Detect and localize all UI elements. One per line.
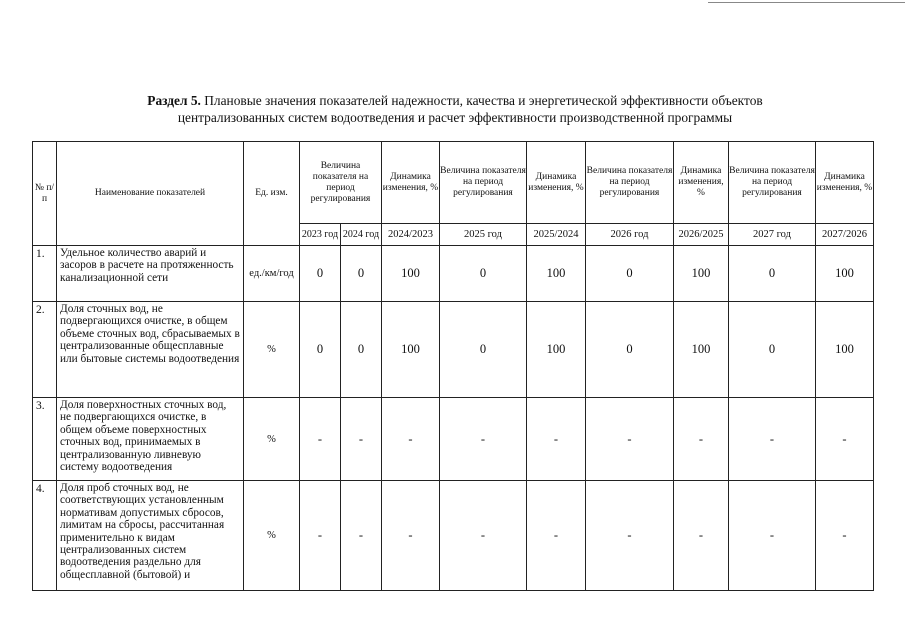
value-cell: - [729, 481, 816, 591]
header-value-2026: Величина показателя на период регулирования [586, 142, 674, 224]
value-cell: 0 [300, 246, 341, 302]
value-cell: - [527, 398, 586, 481]
subheader-2026: 2026 год [586, 224, 674, 246]
heading-line2: централизованных систем водоотведения и расчет эффективности производственной программы [177, 110, 733, 125]
unit-cell: % [244, 302, 300, 398]
table-row [33, 481, 874, 591]
row-number: 2. [33, 302, 57, 398]
indicator-name: Удельное количество аварий и засоров в расчете на протяженность канализационной сети [57, 246, 244, 302]
header-unit: Ед. изм. [244, 142, 300, 246]
value-cell: 0 [440, 246, 527, 302]
indicator-name: Доля проб сточных вод, не соответствующих установленным нормативам допустимых сбросов, лимитам на сбросы, рассчитанная применительно к видам централизованных систем водоотведения раздельно для общесплавной (бытовой) и [57, 481, 244, 591]
value-cell: - [674, 481, 729, 591]
value-cell: - [300, 398, 341, 481]
value-cell: - [586, 398, 674, 481]
value-cell: - [816, 398, 874, 481]
header-dynamics-2024: Динамика изменения, % [382, 142, 440, 224]
value-cell: - [674, 398, 729, 481]
subheader-2025: 2025 год [440, 224, 527, 246]
subheader-2024-2023: 2024/2023 [382, 224, 440, 246]
indicators-table [32, 141, 874, 591]
row-number: 1. [33, 246, 57, 302]
subheader-2027-2026: 2027/2026 [816, 224, 874, 246]
value-cell: - [341, 398, 382, 481]
value-cell: 0 [300, 302, 341, 398]
unit-cell: ед./км/год [244, 246, 300, 302]
header-value-2027: Величина показателя на период регулирования [729, 142, 816, 224]
table-row [33, 398, 874, 481]
value-cell: 0 [341, 246, 382, 302]
header-dynamics-2027: Динамика изменения, % [816, 142, 874, 224]
header-value-2023-2024: Величина показателя на период регулирования [300, 142, 382, 224]
value-cell: 100 [382, 302, 440, 398]
indicator-name: Доля поверхностных сточных вод, не подвергающихся очистке, в общем объеме поверхностных сточных вод, принимаемых в централизованную ливневую систему водоотведения [57, 398, 244, 481]
value-cell: 100 [674, 246, 729, 302]
header-dynamics-2025: Динамика изменения, % [527, 142, 586, 224]
value-cell: 0 [586, 302, 674, 398]
subheader-2024: 2024 год [341, 224, 382, 246]
value-cell: - [341, 481, 382, 591]
subheader-2026-2025: 2026/2025 [674, 224, 729, 246]
section-heading [40, 92, 870, 126]
value-cell: 0 [729, 302, 816, 398]
subheader-2027: 2027 год [729, 224, 816, 246]
value-cell: 100 [527, 302, 586, 398]
header-dynamics-2026: Динамика изменения, % [674, 142, 729, 224]
value-cell: - [729, 398, 816, 481]
subheader-2023: 2023 год [300, 224, 341, 246]
subheader-2025-2024: 2025/2024 [527, 224, 586, 246]
value-cell: - [382, 481, 440, 591]
unit-cell: % [244, 398, 300, 481]
value-cell: 0 [341, 302, 382, 398]
indicator-name: Доля сточных вод, не подвергающихся очистке, в общем объеме сточных вод, сбрасываемых в централизованные общесплавные или бытовые системы водоотведения [57, 302, 244, 398]
top-rule [708, 2, 905, 3]
value-cell: 100 [674, 302, 729, 398]
row-number: 4. [33, 481, 57, 591]
value-cell: 100 [382, 246, 440, 302]
header-name: Наименование показателей [57, 142, 244, 246]
value-cell: 100 [816, 246, 874, 302]
header-value-2025: Величина показателя на период регулирования [440, 142, 527, 224]
row-number: 3. [33, 398, 57, 481]
value-cell: - [440, 481, 527, 591]
value-cell: 100 [816, 302, 874, 398]
heading-section-number: Раздел 5. [147, 93, 201, 108]
header-num: № п/п [33, 142, 57, 246]
value-cell: - [382, 398, 440, 481]
value-cell: - [300, 481, 341, 591]
table-row [33, 302, 874, 398]
value-cell: - [527, 481, 586, 591]
value-cell: 100 [527, 246, 586, 302]
unit-cell: % [244, 481, 300, 591]
value-cell: 0 [440, 302, 527, 398]
value-cell: - [440, 398, 527, 481]
value-cell: 0 [729, 246, 816, 302]
value-cell: - [586, 481, 674, 591]
value-cell: 0 [586, 246, 674, 302]
header-row [33, 142, 874, 224]
heading-line1: Плановые значения показателей надежности, качества и энергетической эффективности объектов [200, 93, 763, 108]
value-cell: - [816, 481, 874, 591]
table-row [33, 246, 874, 302]
